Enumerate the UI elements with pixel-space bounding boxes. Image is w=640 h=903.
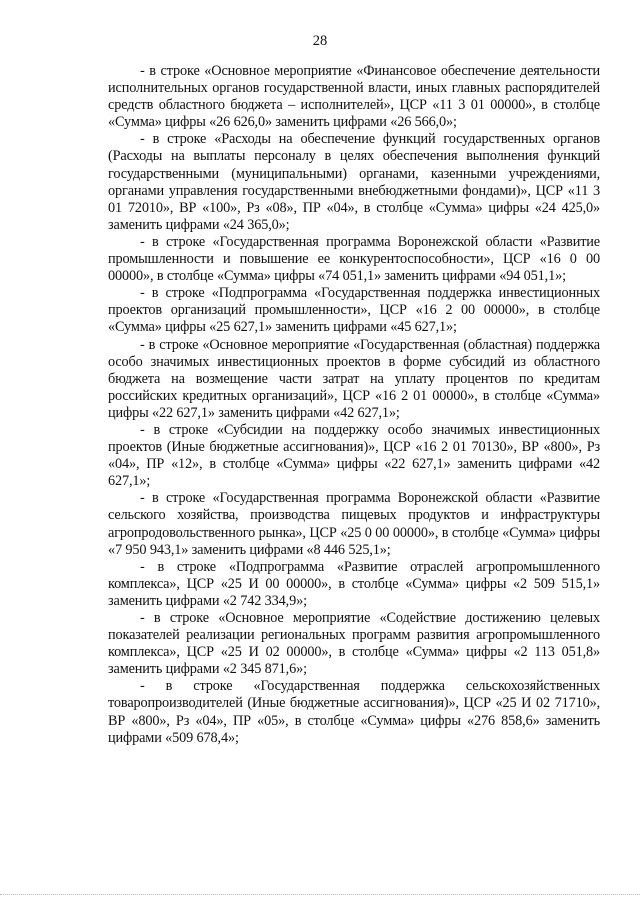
scan-edge-divider xyxy=(0,894,640,898)
amendment-paragraph: - в строке «Расходы на обеспечение функций государственных органов (Расходы на выплаты персоналу в целях обеспечения выполнения функций государственными (муниципальными) органами, казенными учреждениями, органами управления государственными внебюджетными фондами)», ЦСР «11 3 01 72010», ВР «100», Рз «08», ПР «04», в столбце «Сумма» цифры «24 425,0» заменить цифрами «24 365,0»; xyxy=(108,131,600,233)
amendment-paragraph: - в строке «Государственная поддержка сельскохозяйственных товаропроизводителей (Иные бюджетные ассигнования)», ЦСР «25 И 02 71710», ВР «800», Рз «04», ПР «05», в столбце «Сумма» цифры «276 858,6» заменить цифрами «509 678,4»; xyxy=(108,678,600,746)
amendment-paragraph: - в строке «Подпрограмма «Развитие отраслей агропромышленного комплекса», ЦСР «25 И 00 00000», в столбце «Сумма» цифры «2 509 515,1» заменить цифрами «2 742 334,9»; xyxy=(108,558,600,609)
amendment-paragraph: - в строке «Основное мероприятие «Финансовое обеспечение деятельности исполнительных органов государственной власти, иных главных распорядителей средств областного бюджета – исполнителей», ЦСР «11 3 01 00000», в столбце «Сумма» цифры «26 626,0» заменить цифрами «26 566,0»; xyxy=(108,63,600,131)
amendment-paragraph: - в строке «Основное мероприятие «Содействие достижению целевых показателей реализации региональных программ развития агропромышленного комплекса», ЦСР «25 И 02 00000», в столбце «Сумма» цифры «2 113 051,8» заменить цифрами «2 345 871,6»; xyxy=(108,610,600,678)
amendment-paragraph: - в строке «Подпрограмма «Государственная поддержка инвестиционных проектов организаций промышленности», ЦСР «16 2 00 00000», в столбце «Сумма» цифры «25 627,1» заменить цифрами «45 627,1»; xyxy=(108,285,600,336)
page-number: 28 xyxy=(312,33,328,49)
amendment-paragraph: - в строке «Государственная программа Воронежской области «Развитие сельского хозяйства, производства пищевых продуктов и инфраструктуры агропродовольственного рынка», ЦСР «25 0 00 00000», в столбце «Сумма» цифры «7 950 943,1» заменить цифрами «8 446 525,1»; xyxy=(108,490,600,558)
amendment-paragraph: - в строке «Основное мероприятие «Государственная (областная) поддержка особо значимых инвестиционных проектов в форме субсидий из областного бюджета на возмещение части затрат на уплату процентов по кредитам российских кредитных организаций», ЦСР «16 2 01 00000», в столбце «Сумма» цифры «22 627,1» заменить цифрами «42 627,1»; xyxy=(108,336,600,421)
document-body xyxy=(108,63,600,747)
amendment-paragraph: - в строке «Субсидии на поддержку особо значимых инвестиционных проектов (Иные бюджетные ассигнования)», ЦСР «16 2 01 70130», ВР «800», Рз «04», ПР «12», в столбце «Сумма» цифры «22 627,1» заменить цифрами «42 627,1»; xyxy=(108,421,600,490)
amendment-paragraph: - в строке «Государственная программа Воронежской области «Развитие промышленности и повышение ее конкурентоспособности», ЦСР «16 0 00 00000», в столбце «Сумма» цифры «74 051,1» заменить цифрами «94 051,1»; xyxy=(108,233,600,285)
